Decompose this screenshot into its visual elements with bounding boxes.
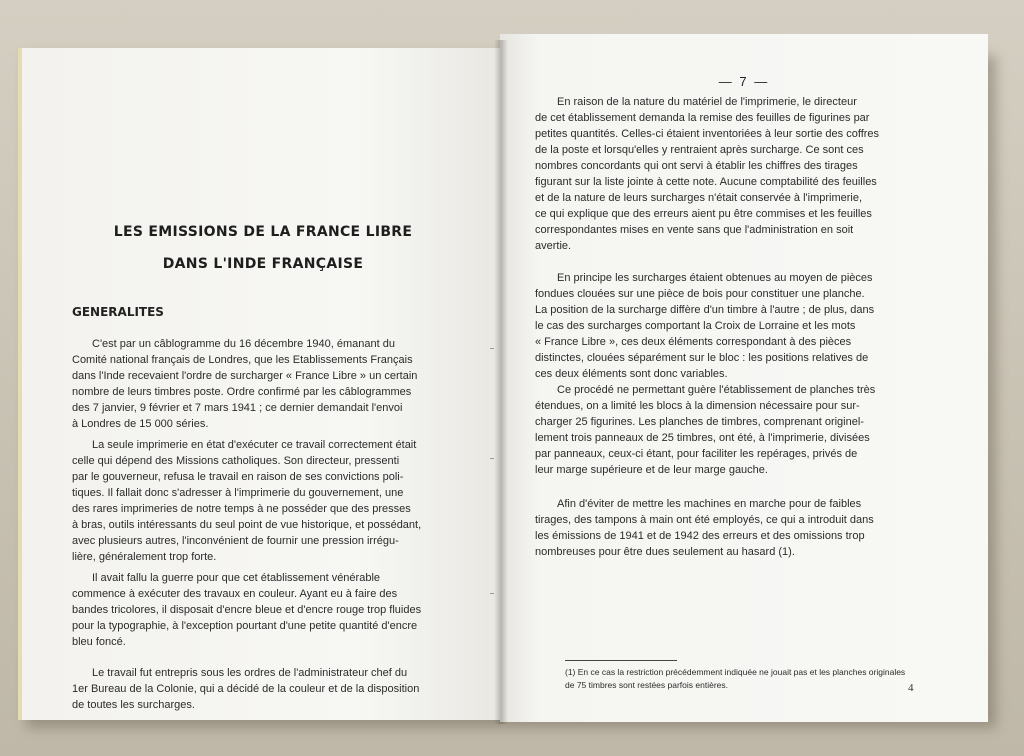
text-line: par le gouverneur, refusa le travail en raison de ses convictions poli- bbox=[72, 471, 404, 483]
text-line: par panneaux, ceux-ci étant, pour faciliter les repérages, privés de bbox=[535, 448, 858, 460]
text-line: distinctes, clouées séparément sur le bloc : les positions relatives de bbox=[535, 352, 869, 364]
text-line: étendues, on a limité les blocs à la dimension nécessaire pour sur- bbox=[535, 400, 860, 412]
book-gutter bbox=[494, 40, 508, 724]
paragraph-3 bbox=[535, 382, 953, 478]
text-line: tiques. Il fallait donc s'adresser à l'imprimerie du gouvernement, une bbox=[72, 487, 404, 499]
text-line: La position de la surcharge diffère d'un timbre à l'autre ; de plus, dans bbox=[535, 304, 875, 316]
text-line: Le travail fut entrepris sous les ordres de l'administrateur chef du bbox=[92, 667, 408, 679]
text-line: Afin d'éviter de mettre les machines en marche pour de faibles bbox=[557, 498, 862, 510]
text-line: dans l'Inde recevaient l'ordre de surcharger « France Libre » un certain bbox=[72, 370, 418, 382]
text-line: les émissions de 1941 et de 1942 des erreurs et des omissions trop bbox=[535, 530, 865, 542]
section-heading: GENERALITES bbox=[72, 305, 164, 319]
text-line: Il avait fallu la guerre pour que cet établissement vénérable bbox=[92, 572, 381, 584]
footnote-rule bbox=[565, 660, 677, 661]
text-line: leur marge supérieure et de leur marge gauche. bbox=[535, 464, 768, 476]
text-line: lière, généralement trop forte. bbox=[72, 551, 217, 563]
text-line: des 7 janvier, 9 février et 7 mars 1941 ; ce dernier demandait l'envoi bbox=[72, 402, 403, 414]
paragraph-1 bbox=[535, 94, 953, 254]
text-line: C'est par un câblogramme du 16 décembre 1940, émanant du bbox=[92, 338, 395, 350]
text-line: à bras, outils intéressants du seul point de vue historique, et possédant, bbox=[72, 519, 422, 531]
text-line: nombres concordants qui ont servi à établir les chiffres des tirages bbox=[535, 160, 858, 172]
paragraph-1 bbox=[72, 336, 470, 432]
text-line: 1er Bureau de la Colonie, qui a décidé de la couleur et de la disposition bbox=[72, 683, 420, 695]
text-line: petites quantités. Celles-ci étaient inventoriées à leur sortie des coffres bbox=[535, 128, 880, 140]
text-line: charger 25 figurines. Les planches de timbres, comprenant originel- bbox=[535, 416, 864, 428]
text-line: pour la typographie, à l'exception pourtant d'une petite quantité d'encre bbox=[72, 620, 418, 632]
text-line: figurant sur la liste jointe à cette note. Aucune comptabilité des feuilles bbox=[535, 176, 877, 188]
paragraph-2 bbox=[72, 437, 470, 565]
text-line: correspondantes mises en vente sans que l'administration en soit bbox=[535, 224, 854, 236]
paragraph-2 bbox=[535, 270, 953, 382]
text-line: ces deux éléments sont donc variables. bbox=[535, 368, 728, 380]
text-line: de la poste et lorsqu'elles y rentraient après surcharge. Ce sont ces bbox=[535, 144, 864, 156]
footnote bbox=[565, 666, 945, 692]
paragraph-4 bbox=[72, 665, 470, 713]
right-page bbox=[500, 34, 988, 722]
article-title-line-1: LES EMISSIONS DE LA FRANCE LIBRE bbox=[113, 224, 413, 240]
left-page bbox=[18, 48, 500, 720]
text-line: ce qui explique que des erreurs aient pu être commises et les feuilles bbox=[535, 208, 872, 220]
text-line: le cas des surcharges comportant la Croix de Lorraine et les mots bbox=[535, 320, 856, 332]
text-line: Comité national français de Londres, que les Etablissements Français bbox=[72, 354, 413, 366]
paragraph-3 bbox=[72, 570, 470, 650]
text-line: nombreuses pour être dues seulement au hasard (1). bbox=[535, 546, 795, 558]
text-line: bleu foncé. bbox=[72, 636, 126, 648]
text-line: bandes tricolores, il disposait d'encre bleue et d'encre rouge trop fluides bbox=[72, 604, 422, 616]
footnote-line: (1) En ce cas la restriction précédemment indiquée ne jouait pas et les planches originales bbox=[565, 667, 906, 677]
article-title-line-2: DANS L'INDE FRANÇAISE bbox=[162, 256, 364, 272]
text-line: avec plusieurs autres, l'inconvénient de fournir une pression irrégu- bbox=[72, 535, 399, 547]
text-line: avertie. bbox=[535, 240, 572, 252]
bleed-through-text bbox=[152, 168, 157, 183]
paragraph-4 bbox=[535, 496, 953, 560]
text-line: En raison de la nature du matériel de l'imprimerie, le directeur bbox=[557, 96, 857, 108]
text-line: En principe les surcharges étaient obtenues au moyen de pièces bbox=[557, 272, 873, 284]
text-line: Ce procédé ne permettant guère l'établissement de planches très bbox=[557, 384, 876, 396]
text-line: nombre de leurs timbres poste. Ordre confirmé par les câblogrammes bbox=[72, 386, 412, 398]
text-line: à Londres de 15 000 séries. bbox=[72, 418, 209, 430]
text-line: commence à exécuter des travaux en couleur. Ayant eu à faire des bbox=[72, 588, 398, 600]
text-line: fondues clouées sur une pièce de bois pour constituer une planche. bbox=[535, 288, 865, 300]
text-line: tirages, des tampons à main ont été employés, ce qui a introduit dans bbox=[535, 514, 874, 526]
text-line: de toutes les surcharges. bbox=[72, 699, 195, 711]
text-line: celle qui dépend des Missions catholiques. Son directeur, pressenti bbox=[72, 455, 400, 467]
page-number: — 7 — bbox=[718, 74, 770, 89]
text-line: lement trois panneaux de 25 timbres, ont été, à l'imprimerie, divisées bbox=[535, 432, 870, 444]
text-line: et de la nature de leurs surcharges n'était conservée à l'imprimerie, bbox=[535, 192, 863, 204]
text-line: « France Libre », ces deux éléments correspondant à des pièces bbox=[535, 336, 852, 348]
text-line: La seule imprimerie en état d'exécuter ce travail correctement était bbox=[92, 439, 417, 451]
text-line: de cet établissement demanda la remise des feuilles de figurines par bbox=[535, 112, 870, 124]
text-line: des rares imprimeries de notre temps à ne posséder que des presses bbox=[72, 503, 411, 515]
corner-page-number: 4 bbox=[908, 682, 914, 694]
footnote-line: de 75 timbres sont restées parfois entières. bbox=[565, 680, 728, 690]
